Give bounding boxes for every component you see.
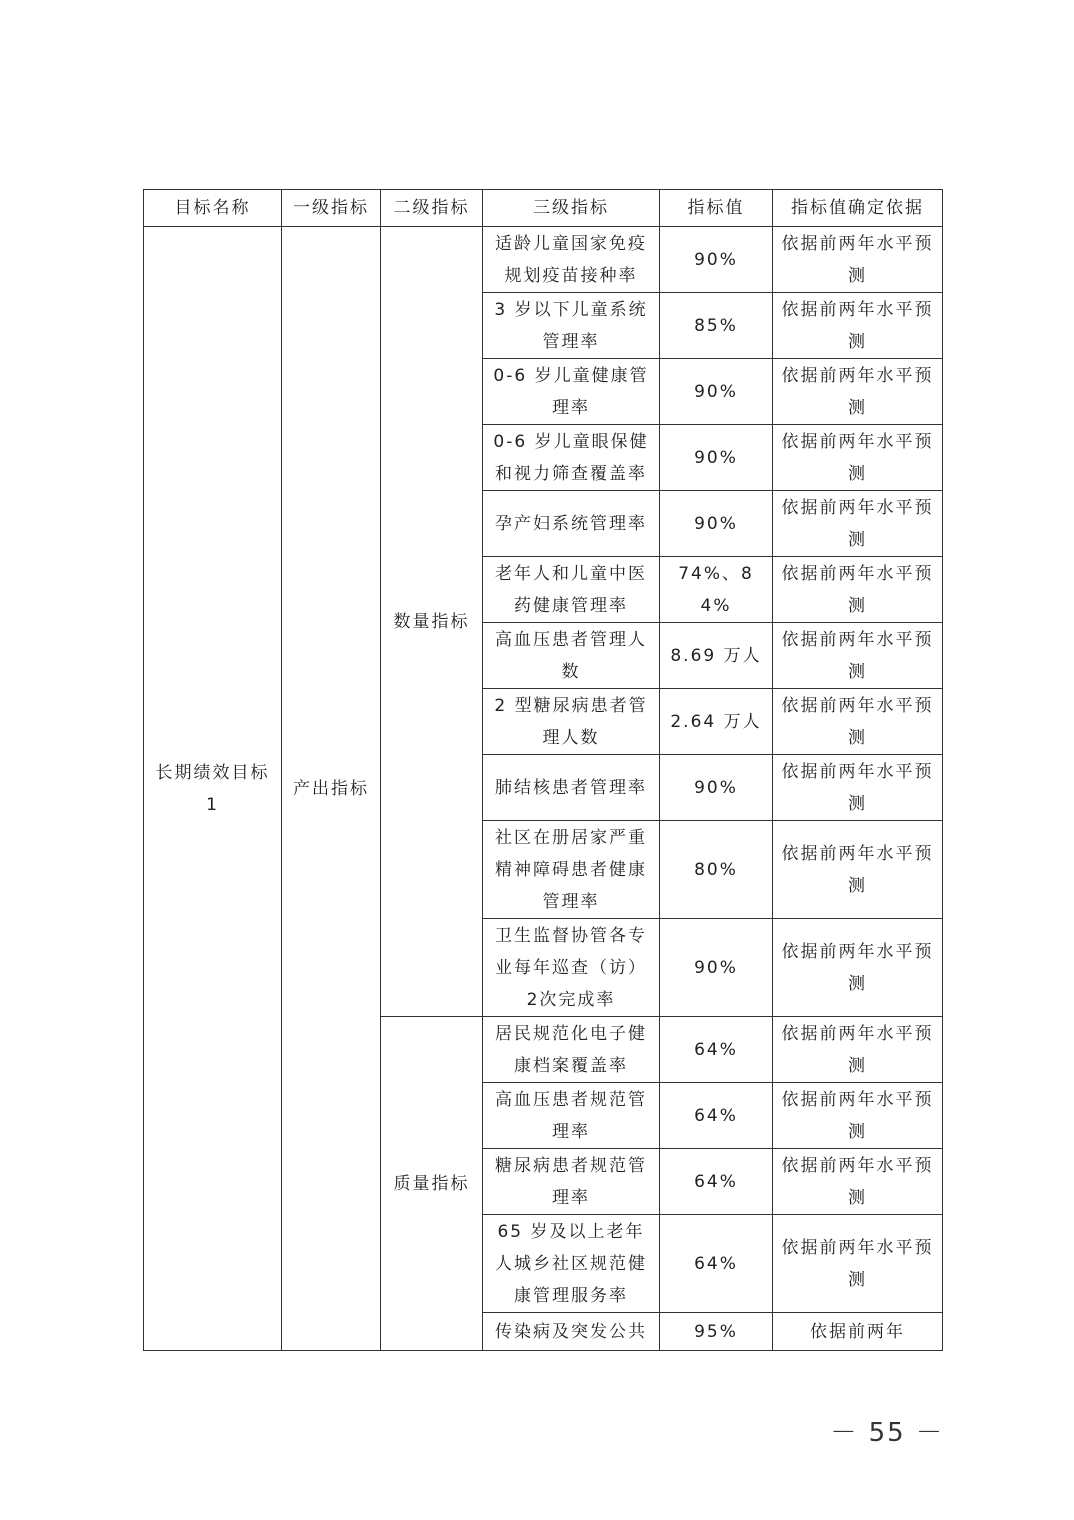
basis-cell: 依据前两年水平预测 <box>773 1215 943 1313</box>
value-cell: 8.69 万人 <box>660 623 773 689</box>
level3-cell: 社区在册居家严重精神障碍患者健康管理率 <box>483 821 660 919</box>
value-cell: 2.64 万人 <box>660 689 773 755</box>
value-cell: 64% <box>660 1017 773 1083</box>
value-cell: 90% <box>660 227 773 293</box>
value-cell: 64% <box>660 1215 773 1313</box>
table-row <box>144 227 943 293</box>
basis-cell: 依据前两年水平预测 <box>773 557 943 623</box>
level3-cell: 卫生监督协管各专业每年巡查（访）2次完成率 <box>483 919 660 1017</box>
level3-cell: 3 岁以下儿童系统管理率 <box>483 293 660 359</box>
basis-cell: 依据前两年水平预测 <box>773 293 943 359</box>
basis-cell: 依据前两年水平预测 <box>773 1149 943 1215</box>
level1-cell: 产出指标 <box>282 227 381 1351</box>
header-row <box>144 190 943 227</box>
level3-cell: 老年人和儿童中医药健康管理率 <box>483 557 660 623</box>
goal-name-cell: 长期绩效目标 1 <box>144 227 282 1351</box>
basis-cell: 依据前两年水平预测 <box>773 491 943 557</box>
basis-cell: 依据前两年水平预测 <box>773 1017 943 1083</box>
basis-cell: 依据前两年水平预测 <box>773 227 943 293</box>
level3-cell: 0-6 岁儿童眼保健和视力筛查覆盖率 <box>483 425 660 491</box>
value-cell: 74%、84% <box>660 557 773 623</box>
basis-cell: 依据前两年水平预测 <box>773 359 943 425</box>
level3-cell: 居民规范化电子健康档案覆盖率 <box>483 1017 660 1083</box>
header-goal-name: 目标名称 <box>144 190 282 227</box>
level3-cell: 高血压患者管理人数 <box>483 623 660 689</box>
basis-cell: 依据前两年水平预测 <box>773 425 943 491</box>
level2-cell-quality: 质量指标 <box>381 1017 483 1351</box>
basis-cell: 依据前两年水平预测 <box>773 689 943 755</box>
level3-cell: 65 岁及以上老年人城乡社区规范健康管理服务率 <box>483 1215 660 1313</box>
value-cell: 64% <box>660 1083 773 1149</box>
value-cell: 85% <box>660 293 773 359</box>
level2-cell-quantity: 数量指标 <box>381 227 483 1017</box>
level3-cell: 糖尿病患者规范管理率 <box>483 1149 660 1215</box>
basis-cell: 依据前两年水平预测 <box>773 623 943 689</box>
value-cell: 90% <box>660 425 773 491</box>
level3-cell: 0-6 岁儿童健康管理率 <box>483 359 660 425</box>
level3-cell: 适龄儿童国家免疫规划疫苗接种率 <box>483 227 660 293</box>
value-cell: 90% <box>660 919 773 1017</box>
header-level3: 三级指标 <box>483 190 660 227</box>
value-cell: 90% <box>660 359 773 425</box>
header-level2: 二级指标 <box>381 190 483 227</box>
header-level1: 一级指标 <box>282 190 381 227</box>
value-cell: 90% <box>660 491 773 557</box>
basis-cell: 依据前两年水平预测 <box>773 919 943 1017</box>
basis-cell: 依据前两年 <box>773 1313 943 1351</box>
basis-cell: 依据前两年水平预测 <box>773 755 943 821</box>
value-cell: 90% <box>660 755 773 821</box>
level3-cell: 肺结核患者管理率 <box>483 755 660 821</box>
level3-cell: 传染病及突发公共 <box>483 1313 660 1351</box>
level3-cell: 高血压患者规范管理率 <box>483 1083 660 1149</box>
value-cell: 80% <box>660 821 773 919</box>
performance-table <box>143 189 943 1351</box>
basis-cell: 依据前两年水平预测 <box>773 1083 943 1149</box>
value-cell: 95% <box>660 1313 773 1351</box>
basis-cell: 依据前两年水平预测 <box>773 821 943 919</box>
page-number: － 55 － <box>830 1418 944 1448</box>
level3-cell: 2 型糖尿病患者管理人数 <box>483 689 660 755</box>
value-cell: 64% <box>660 1149 773 1215</box>
header-value: 指标值 <box>660 190 773 227</box>
header-basis: 指标值确定依据 <box>773 190 943 227</box>
level3-cell: 孕产妇系统管理率 <box>483 491 660 557</box>
